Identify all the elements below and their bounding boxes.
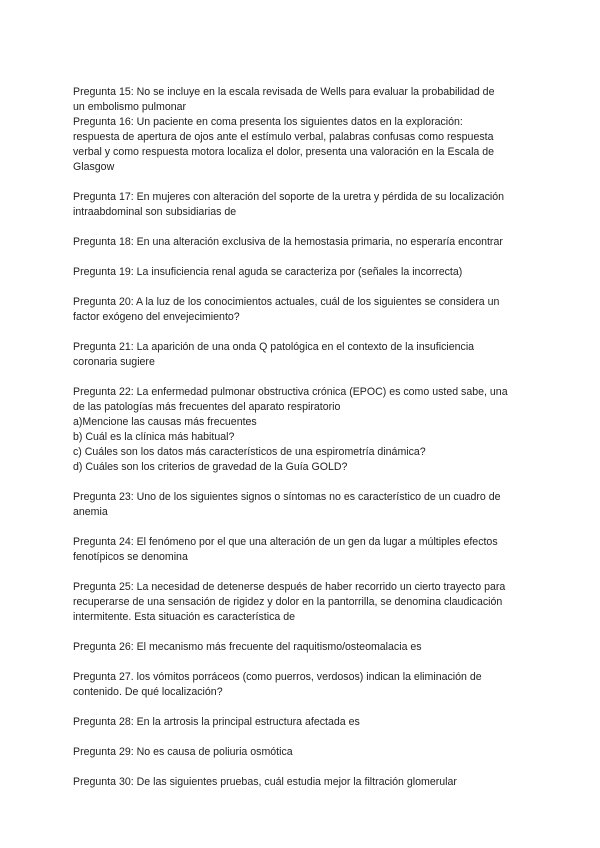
question-subitem: a)Mencione las causas más frecuentes	[73, 416, 257, 428]
question-26	[73, 640, 533, 655]
question-line: Pregunta 20: A la luz de los conocimientos actuales, cuál de los siguientes se considera un	[73, 296, 500, 308]
question-subitem: c) Cuáles son los datos más característicos de una espirometría dinámica?	[73, 446, 426, 458]
question-30	[73, 775, 533, 790]
question-list	[73, 85, 533, 805]
question-line: factor exógeno del envejecimiento?	[73, 311, 240, 323]
question-line: Pregunta 16: Un paciente en coma presenta los siguientes datos en la exploración:	[73, 116, 463, 128]
question-subitem: d) Cuáles son los criterios de gravedad de la Guía GOLD?	[73, 461, 348, 473]
question-27	[73, 670, 533, 700]
question-line: Pregunta 30: De las siguientes pruebas, cuál estudia mejor la filtración glomerular	[73, 776, 457, 788]
question-15	[73, 85, 533, 115]
question-23	[73, 490, 533, 520]
question-line: intraabdominal son subsidiarias de	[73, 206, 237, 218]
question-21	[73, 340, 533, 370]
question-18	[73, 235, 533, 250]
question-line: Pregunta 19: La insuficiencia renal aguda se caracteriza por (señales la incorrecta)	[73, 266, 463, 278]
question-line: recuperarse de una sensación de rigidez y dolor en la pantorrilla, se denomina claudicación	[73, 596, 503, 608]
question-line: Pregunta 23: Uno de los siguientes signos o síntomas no es característico de un cuadro de	[73, 491, 501, 503]
question-subitem: b) Cuál es la clínica más habitual?	[73, 431, 235, 443]
question-line: un embolismo pulmonar	[73, 101, 187, 113]
question-line: Pregunta 27. los vómitos porráceos (como puerros, verdosos) indican la eliminación de	[73, 671, 482, 683]
question-line: anemia	[73, 506, 108, 518]
question-24	[73, 535, 533, 565]
question-line: contenido. De qué localización?	[73, 686, 223, 698]
question-line: Pregunta 15: No se incluye en la escala revisada de Wells para evaluar la probabilidad de	[73, 86, 495, 98]
question-line: de las patologías más frecuentes del aparato respiratorio	[73, 401, 341, 413]
question-line: Pregunta 17: En mujeres con alteración del soporte de la uretra y pérdida de su localización	[73, 191, 505, 203]
question-17	[73, 190, 533, 220]
question-line: Glasgow	[73, 161, 115, 173]
question-line: Pregunta 21: La aparición de una onda Q patológica en el contexto de la insuficiencia	[73, 341, 475, 353]
question-line: intermitente. Esta situación es característica de	[73, 611, 295, 623]
question-line: Pregunta 29: No es causa de poliuria osmótica	[73, 746, 293, 758]
question-25	[73, 580, 533, 625]
question-line: Pregunta 18: En una alteración exclusiva de la hemostasia primaria, no esperaría encontrar	[73, 236, 503, 248]
question-20	[73, 295, 533, 325]
question-line: verbal y como respuesta motora localiza el dolor, presenta una valoración en la Escala de	[73, 146, 495, 158]
question-line: Pregunta 25: La necesidad de detenerse después de haber recorrido un cierto trayecto para	[73, 581, 506, 593]
question-29	[73, 745, 533, 760]
question-line: fenotípicos se denomina	[73, 551, 188, 563]
question-line: Pregunta 28: En la artrosis la principal estructura afectada es	[73, 716, 360, 728]
question-line: Pregunta 26: El mecanismo más frecuente del raquitismo/osteomalacia es	[73, 641, 422, 653]
question-28	[73, 715, 533, 730]
question-line: respuesta de apertura de ojos ante el estímulo verbal, palabras confusas como respuesta	[73, 131, 494, 143]
question-22	[73, 385, 533, 475]
question-16	[73, 115, 533, 175]
question-line: coronaria sugiere	[73, 356, 155, 368]
question-19	[73, 265, 533, 280]
question-line: Pregunta 22: La enfermedad pulmonar obstructiva crónica (EPOC) es como usted sabe, una	[73, 386, 508, 398]
question-line: Pregunta 24: El fenómeno por el que una alteración de un gen da lugar a múltiples efectos	[73, 536, 498, 548]
